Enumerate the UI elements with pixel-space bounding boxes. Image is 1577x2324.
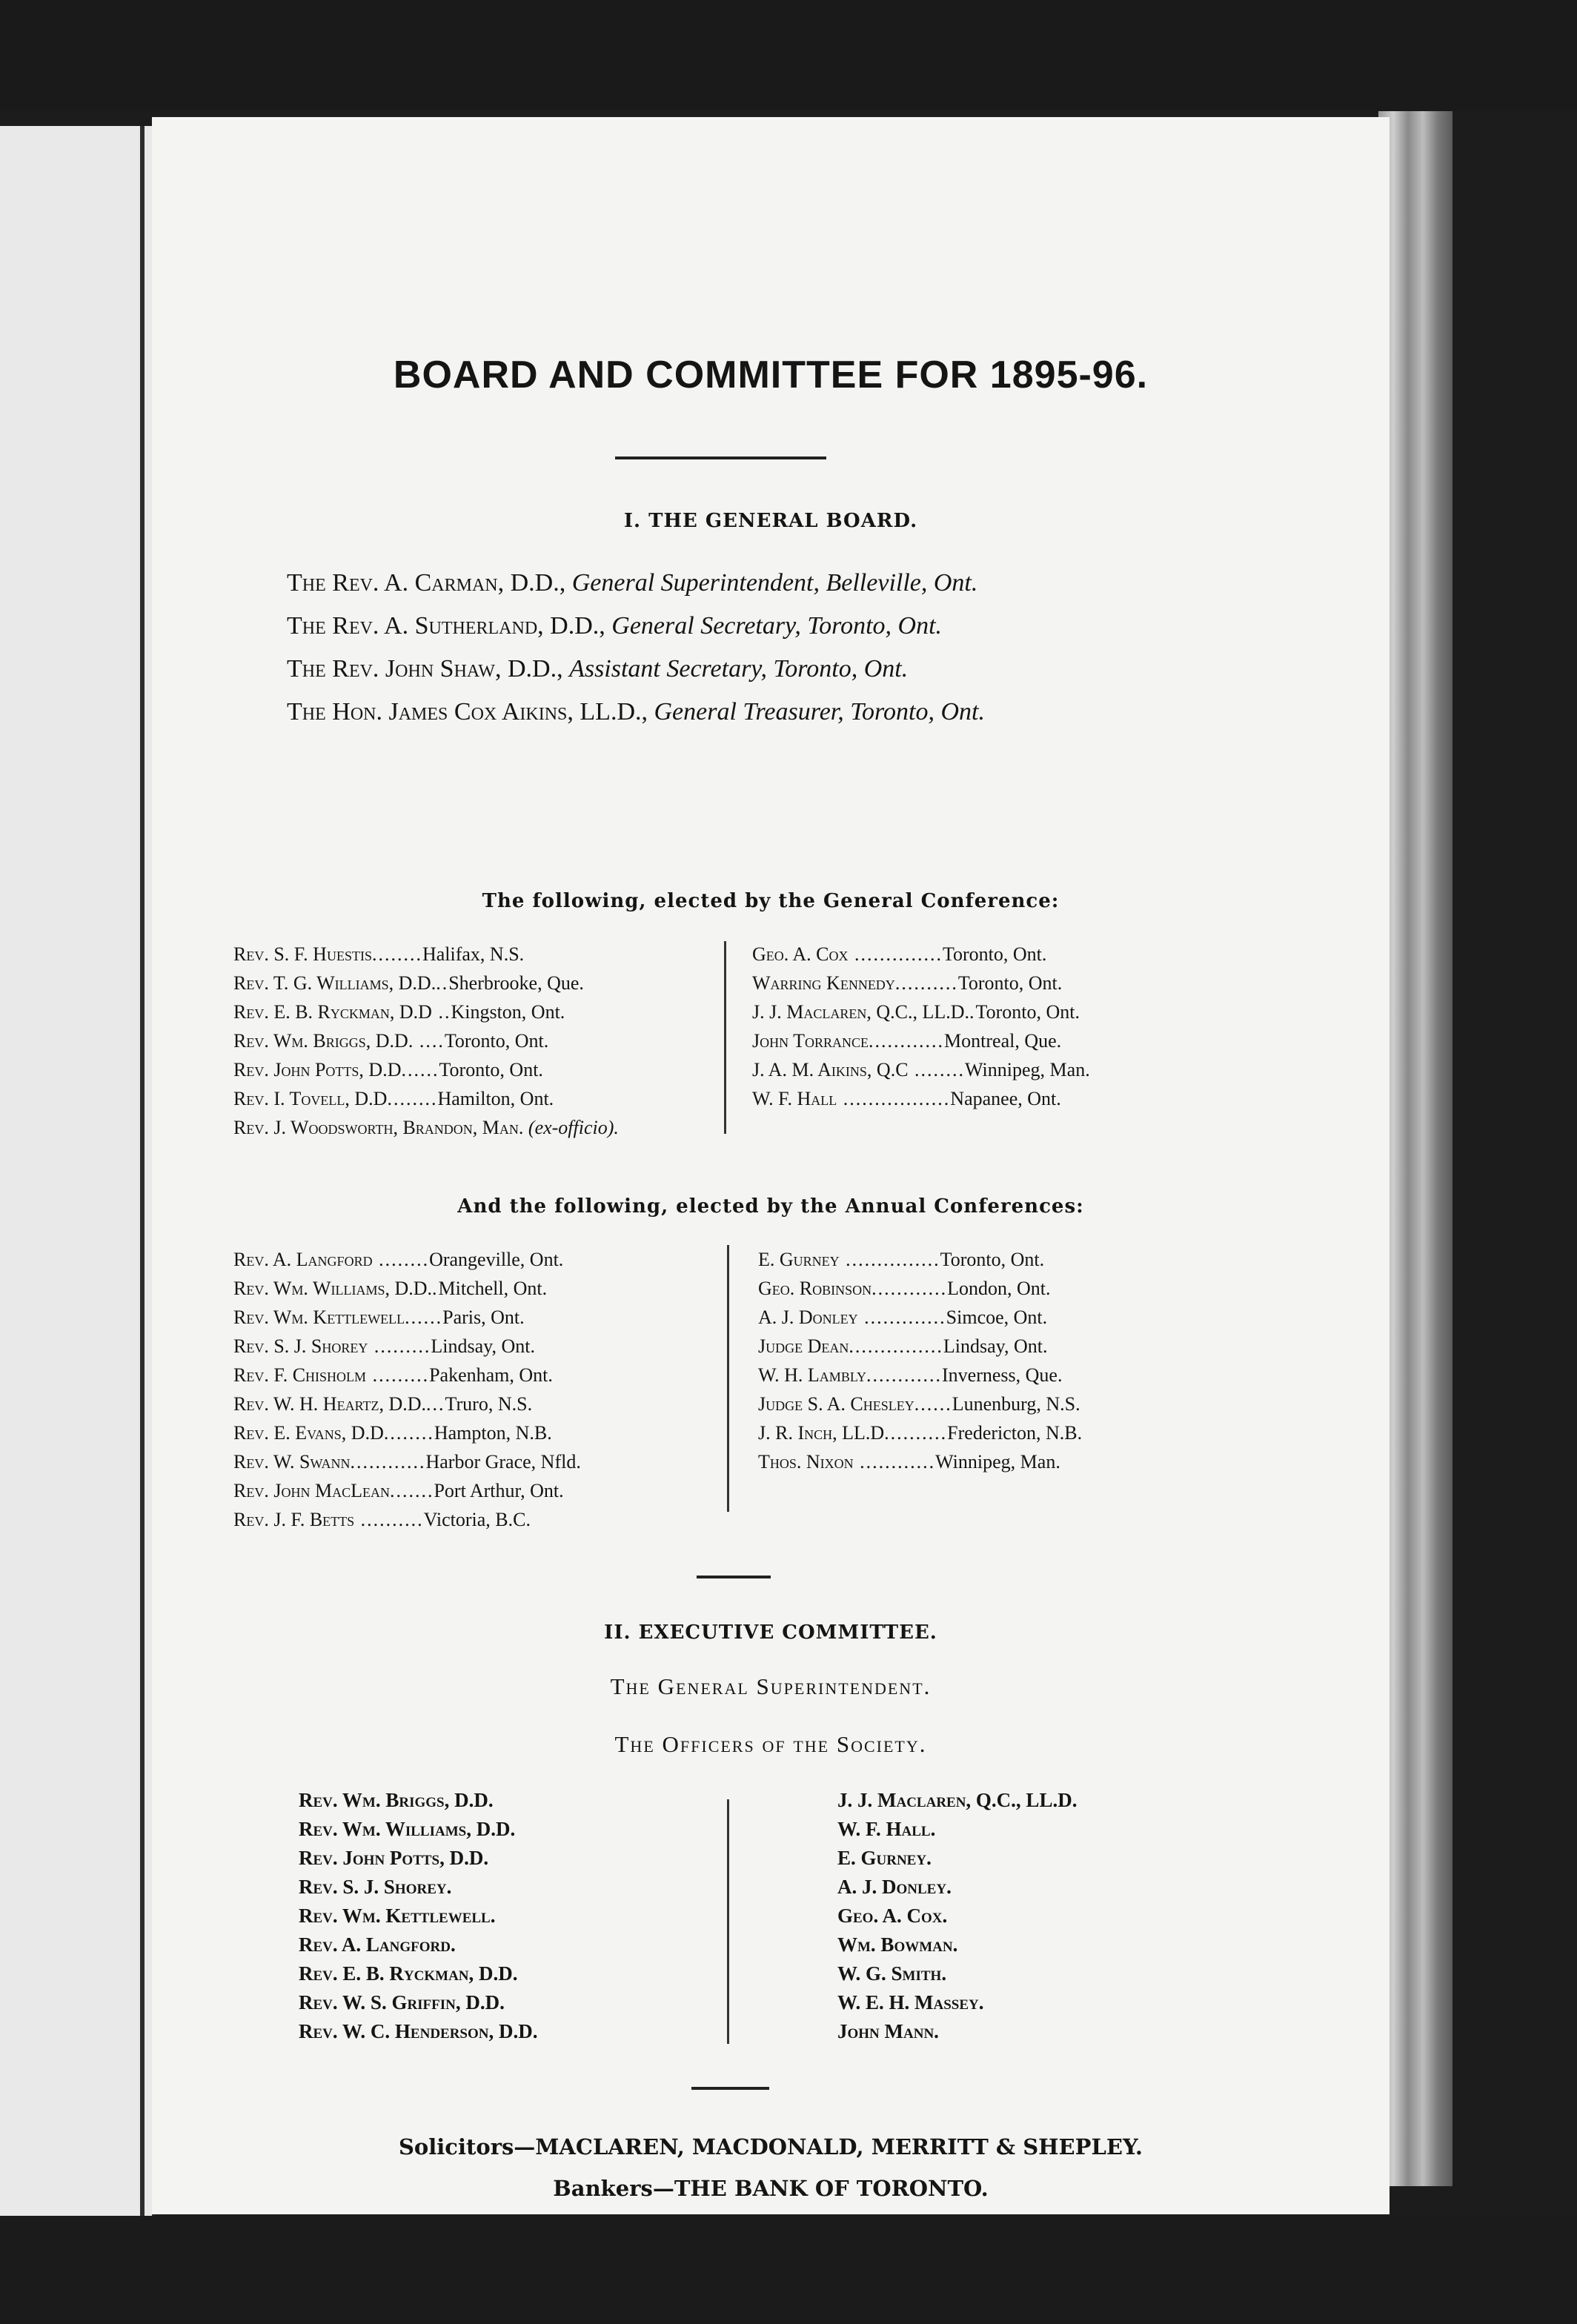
- member-name: Judge S. A. Chesley: [758, 1393, 914, 1415]
- leader-dots: ....: [413, 1030, 445, 1052]
- scan-frame-top: [0, 0, 1577, 111]
- annual-conference-heading: And the following, elected by the Annual Conferences:: [457, 1195, 1084, 1218]
- leader-dots: ..........: [884, 1422, 948, 1444]
- member-place: Truro, N.S.: [445, 1393, 533, 1415]
- page-edges: [1378, 111, 1452, 2186]
- annual-conference-right-column: [758, 1245, 1082, 1476]
- executive-member: Rev. W. S. Griffin, D.D.: [299, 1991, 505, 2013]
- officer-line: [287, 648, 1339, 691]
- binding-gutter: [140, 126, 145, 2223]
- executive-member: Rev. Wm. Kettlewell.: [299, 1905, 496, 1927]
- member-name: Rev. Wm. Briggs, D.D.: [233, 1030, 414, 1052]
- member-row: [233, 1447, 581, 1476]
- member-row: [233, 1055, 619, 1084]
- member-name: Rev. Wm. Williams, D.D.: [233, 1278, 433, 1299]
- officer-role: General Superintendent, Belleville, Ont.: [571, 569, 978, 597]
- officer-line: [287, 691, 1339, 734]
- member-row: [758, 1418, 1082, 1447]
- member-name: J. J. Maclaren, Q.C., LL.D.: [752, 1001, 970, 1023]
- member-name: W. H. Lambly: [758, 1364, 867, 1386]
- member-row: [752, 1026, 1090, 1055]
- leader-dots: ......: [914, 1393, 952, 1415]
- executive-member: A. J. Donley.: [837, 1876, 952, 1898]
- officer-role: General Treasurer, Toronto, Ont.: [654, 698, 985, 726]
- member-place: London, Ont.: [947, 1278, 1051, 1299]
- member-place: Inverness, Que.: [942, 1364, 1063, 1386]
- member-place: (ex-officio).: [528, 1117, 619, 1138]
- executive-member: W. E. H. Massey.: [837, 1991, 984, 2013]
- member-place: Lunenburg, N.S.: [952, 1393, 1080, 1415]
- member-row: [233, 1332, 581, 1361]
- executive-right-column: [837, 1786, 1077, 2046]
- member-row: [758, 1245, 1082, 1274]
- leader-dots: ........: [387, 1088, 438, 1109]
- leader-dots: ..........: [354, 1509, 424, 1530]
- executive-member: W. G. Smith.: [837, 1962, 947, 1985]
- member-row: [752, 1084, 1090, 1113]
- leader-dots: ........: [372, 1249, 430, 1270]
- member-place: Toronto, Ont.: [444, 1030, 549, 1052]
- scan-frame-bottom: [0, 2216, 1577, 2324]
- member-place: Toronto, Ont.: [942, 943, 1047, 965]
- officer-line: [287, 605, 1339, 648]
- officer-role: General Secretary, Toronto, Ont.: [611, 612, 943, 640]
- member-name: Warring Kennedy: [752, 972, 895, 994]
- leader-dots: ...: [426, 1393, 445, 1415]
- member-row: [752, 1055, 1090, 1084]
- member-place: Pakenham, Ont.: [429, 1364, 553, 1386]
- executive-member: Rev. W. C. Henderson, D.D.: [299, 2020, 538, 2042]
- member-place: Napanee, Ont.: [950, 1088, 1061, 1109]
- leader-dots: .........: [368, 1335, 431, 1357]
- column-divider: [727, 1245, 729, 1512]
- leader-dots: .........: [366, 1364, 430, 1386]
- leader-dots: .......: [389, 1480, 434, 1501]
- officer-name: The Rev. A. Sutherland, D.D.,: [287, 612, 605, 640]
- general-conference-heading: The following, elected by the General Conference:: [482, 890, 1060, 912]
- member-place: Fredericton, N.B.: [947, 1422, 1083, 1444]
- member-place: Toronto, Ont.: [975, 1001, 1080, 1023]
- member-name: Rev. John MacLean: [233, 1480, 390, 1501]
- member-name: Geo. A. Cox: [752, 943, 849, 965]
- executive-member: Rev. A. Langford.: [299, 1933, 456, 1956]
- general-conference-right-column: [752, 940, 1090, 1113]
- member-name: J. R. Inch, LL.D: [758, 1422, 885, 1444]
- member-name: Rev. S. J. Shorey: [233, 1335, 368, 1357]
- officer-name: The Hon. James Cox Aikins, LL.D.,: [287, 698, 648, 726]
- member-place: Paris, Ont.: [442, 1307, 525, 1328]
- officers-list: [287, 562, 1339, 734]
- member-row: [752, 997, 1090, 1026]
- leader-dots: ..............: [848, 943, 943, 965]
- member-place: Lindsay, Ont.: [431, 1335, 535, 1357]
- officer-name: The Rev. John Shaw, D.D.,: [287, 655, 563, 683]
- member-place: Simcoe, Ont.: [946, 1307, 1048, 1328]
- officer-name: The Rev. A. Carman, D.D.,: [287, 569, 566, 597]
- member-place: Port Arthur, Ont.: [434, 1480, 564, 1501]
- member-name: Rev. F. Chisholm: [233, 1364, 367, 1386]
- annual-conference-left-column: [233, 1245, 581, 1534]
- member-name: Rev. John Potts, D.D: [233, 1059, 402, 1080]
- member-row: [752, 940, 1090, 969]
- member-name: E. Gurney: [758, 1249, 840, 1270]
- member-name: John Torrance: [752, 1030, 869, 1052]
- facing-page-left: [0, 126, 154, 2223]
- leader-dots: ........: [383, 1422, 434, 1444]
- leader-dots: ............: [872, 1278, 948, 1299]
- general-conference-left-column: [233, 940, 619, 1142]
- leader-dots: .................: [837, 1088, 951, 1109]
- member-row: [758, 1390, 1082, 1418]
- member-row: [233, 1390, 581, 1418]
- member-place: Harbor Grace, Nfld.: [425, 1451, 581, 1473]
- page-title: BOARD AND COMMITTEE FOR 1895-96.: [393, 353, 1149, 396]
- leader-dots: ..: [431, 1001, 451, 1023]
- executive-member: Rev. S. J. Shorey.: [299, 1876, 452, 1898]
- member-place: Hamilton, Ont.: [437, 1088, 554, 1109]
- officer-line: [287, 562, 1339, 605]
- executive-member: John Mann.: [837, 2020, 939, 2042]
- member-row: [758, 1447, 1082, 1476]
- leader-dots: ...............: [839, 1249, 940, 1270]
- member-row: [233, 1303, 581, 1332]
- member-row: [233, 1084, 619, 1113]
- leader-dots: ........: [908, 1059, 966, 1080]
- leader-dots: ............: [350, 1451, 426, 1473]
- member-row: [233, 1505, 581, 1534]
- executive-member: Rev. Wm. Briggs, D.D.: [299, 1789, 494, 1811]
- member-name: W. F. Hall: [752, 1088, 837, 1109]
- member-name: Thos. Nixon: [758, 1451, 854, 1473]
- member-row: [233, 940, 619, 969]
- leader-dots: .............: [857, 1307, 946, 1328]
- leader-dots: ........: [371, 943, 422, 965]
- member-name: Judge Dean: [758, 1335, 849, 1357]
- leader-dots: ............: [869, 1030, 945, 1052]
- member-place: Montreal, Que.: [944, 1030, 1062, 1052]
- leader-dots: ............: [853, 1451, 936, 1473]
- executive-member: Rev. John Potts, D.D.: [299, 1847, 489, 1869]
- member-place: Winnipeg, Man.: [935, 1451, 1060, 1473]
- member-place: Mitchell, Ont.: [438, 1278, 548, 1299]
- column-divider: [727, 1799, 729, 2044]
- member-row: [752, 969, 1090, 997]
- member-row: [758, 1303, 1082, 1332]
- member-name: Rev. I. Tovell, D.D: [233, 1088, 388, 1109]
- member-row: [233, 1026, 619, 1055]
- member-place: Sherbrooke, Que.: [448, 972, 584, 994]
- member-row: [233, 969, 619, 997]
- member-name: Rev. T. G. Williams, D.D.: [233, 972, 436, 994]
- executive-member: Geo. A. Cox.: [837, 1905, 948, 1927]
- leader-dots: .: [969, 1001, 976, 1023]
- member-name: Rev. W. H. Heartz, D.D.: [233, 1393, 427, 1415]
- document-page: [152, 117, 1390, 2214]
- member-name: Geo. Robinson: [758, 1278, 872, 1299]
- member-row: [233, 1113, 619, 1142]
- general-board-heading: I. THE GENERAL BOARD.: [623, 510, 918, 532]
- executive-left-column: [299, 1786, 538, 2046]
- member-row: [233, 997, 619, 1026]
- member-place: Victoria, B.C.: [423, 1509, 531, 1530]
- executive-member: Wm. Bowman.: [837, 1933, 958, 1956]
- member-row: [758, 1332, 1082, 1361]
- member-name: Rev. W. Swann: [233, 1451, 351, 1473]
- section-rule: [697, 1576, 771, 1578]
- member-place: Orangeville, Ont.: [429, 1249, 564, 1270]
- leader-dots: ...............: [849, 1335, 943, 1357]
- member-name: Rev. Wm. Kettlewell: [233, 1307, 405, 1328]
- leader-dots: ......: [405, 1307, 443, 1328]
- leader-dots: ..: [436, 972, 449, 994]
- leader-dots: ............: [866, 1364, 943, 1386]
- member-row: [233, 1476, 581, 1505]
- member-row: [233, 1245, 581, 1274]
- member-row: [758, 1361, 1082, 1390]
- bankers-line: Bankers—THE BANK OF TORONTO.: [553, 2176, 989, 2201]
- member-name: A. J. Donley: [758, 1307, 858, 1328]
- member-place: Toronto, Ont.: [957, 972, 1063, 994]
- member-row: [233, 1418, 581, 1447]
- member-name: Rev. A. Langford: [233, 1249, 373, 1270]
- member-name: Rev. S. F. Huestis: [233, 943, 372, 965]
- member-name: Rev. J. F. Betts: [233, 1509, 355, 1530]
- member-name: Rev. J. Woodsworth, Brandon, Man.: [233, 1117, 524, 1138]
- member-place: Lindsay, Ont.: [943, 1335, 1048, 1357]
- member-place: Kingston, Ont.: [451, 1001, 565, 1023]
- member-place: Toronto, Ont.: [439, 1059, 543, 1080]
- executive-member: W. F. Hall.: [837, 1818, 936, 1840]
- executive-member: Rev. E. B. Ryckman, D.D.: [299, 1962, 518, 1985]
- member-row: [233, 1361, 581, 1390]
- member-place: Toronto, Ont.: [940, 1249, 1045, 1270]
- member-name: Rev. E. B. Ryckman, D.D: [233, 1001, 432, 1023]
- member-row: [233, 1274, 581, 1303]
- officer-role: Assistant Secretary, Toronto, Ont.: [569, 655, 909, 683]
- executive-line-officers: The Officers of the Society.: [614, 1731, 927, 1757]
- solicitors-line: Solicitors—MACLAREN, MACDONALD, MERRITT & SHEPLEY.: [398, 2134, 1143, 2159]
- leader-dots: ......: [401, 1059, 439, 1080]
- member-name: Rev. E. Evans, D.D: [233, 1422, 384, 1444]
- executive-line-superintendent: The General Superintendent.: [610, 1673, 932, 1699]
- executive-committee-heading: II. EXECUTIVE COMMITTEE.: [604, 1621, 937, 1644]
- member-name: J. A. M. Aikins, Q.C: [752, 1059, 909, 1080]
- member-place: Hampton, N.B.: [434, 1422, 552, 1444]
- leader-dots: ..........: [894, 972, 958, 994]
- executive-member: Rev. Wm. Williams, D.D.: [299, 1818, 516, 1840]
- executive-member: J. J. Maclaren, Q.C., LL.D.: [837, 1789, 1078, 1811]
- member-place: Halifax, N.S.: [422, 943, 525, 965]
- leader-dots: .: [432, 1278, 439, 1299]
- member-row: [758, 1274, 1082, 1303]
- column-divider: [724, 941, 726, 1134]
- executive-member: E. Gurney.: [837, 1847, 932, 1869]
- member-place: Winnipeg, Man.: [965, 1059, 1090, 1080]
- title-rule: [615, 456, 826, 459]
- section-rule: [691, 2087, 769, 2090]
